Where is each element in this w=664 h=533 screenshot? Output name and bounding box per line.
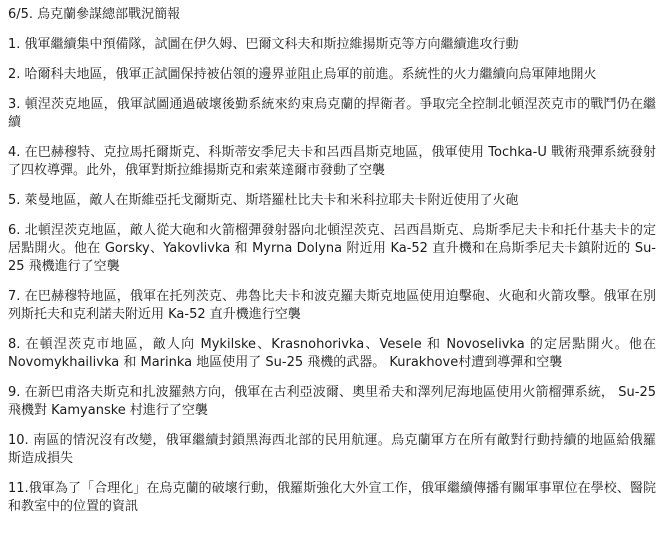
- report-item-5: 5. 萊曼地區，敵人在斯維亞托戈爾斯克、斯塔羅杜比夫卡和米科拉耶夫卡附近使用了火砲: [8, 193, 519, 208]
- report-item-11: 11.俄軍為了「合理化」在烏克蘭的破壞行動，俄羅斯強化大外宣工作，俄軍繼續傳播有關軍事單位在學校、醫院和教室中的位置的資訊: [8, 481, 656, 514]
- report-item-9: 9. 在新巴甫洛夫斯克和扎波羅熱方向，俄軍在古利亞波爾、奧里希夫和澤列尼海地區使用火箭榴彈系統， Su-25 飛機對 Kamyanske 村進行了空襲: [8, 385, 656, 418]
- report-item-1: 1. 俄軍繼續集中預備隊，試圖在伊久姆、巴爾文科夫和斯拉維揚斯克等方向繼續進攻行動: [8, 37, 519, 52]
- report-item-2: 2. 哈爾科夫地區，俄軍正試圖保持被佔領的邊界並阻止烏軍的前進。系統性的火力繼續向烏軍陣地開火: [8, 67, 597, 82]
- report-item-7: 7. 在巴赫穆特地區，俄軍在托列茨克、弗魯比夫卡和波克羅夫斯克地區使用迫擊砲、火砲和火箭攻擊。俄軍在別列斯托夫和克利諾夫附近用 Ka-52 直升機進行空襲: [8, 289, 656, 322]
- report-item-4: 4. 在巴赫穆特、克拉馬托爾斯克、科斯蒂安季尼夫卡和呂西昌斯克地區，俄軍使用 Tochka-U 戰術飛彈系統發射了四枚導彈。此外，俄軍對斯拉維揚斯克和索萊達爾市發動了空襲: [8, 145, 656, 178]
- report-item-10: 10. 南區的情況沒有改變，俄軍繼續封鎖黑海西北部的民用航運。烏克蘭軍方在所有敵對行動持續的地區給俄羅斯造成損失: [8, 433, 656, 466]
- report-item-8: 8. 在頓涅茨克市地區，敵人向 Mykilske、Krasnohorivka、Vesele 和 Novoselivka 的定居點開火。他在 Novomykhailivka 和 Marinka 地區使用了 Su-25 飛機的武器。 Kurakhove村遭到導彈和空襲: [8, 337, 656, 370]
- report-item-6: 6. 北頓涅茨克地區，敵人從大砲和火箭榴彈發射器向北頓涅茨克、呂西昌斯克、烏斯季尼夫卡和托什基夫卡的定居點開火。他在 Gorsky、Yakovlivka 和 Myrna Dolyna 附近用 Ka-52 直升機和在烏斯季尼夫卡鎮附近的 Su-25 飛機進行了空襲: [8, 223, 656, 274]
- report-item-3: 3. 頓涅茨克地區，俄軍試圖通過破壞後勤系統來約束烏克蘭的捍衛者。爭取完全控制北頓涅茨克市的戰鬥仍在繼續: [8, 97, 656, 130]
- report-title: 6/5. 烏克蘭參謀總部戰況簡報: [8, 7, 181, 22]
